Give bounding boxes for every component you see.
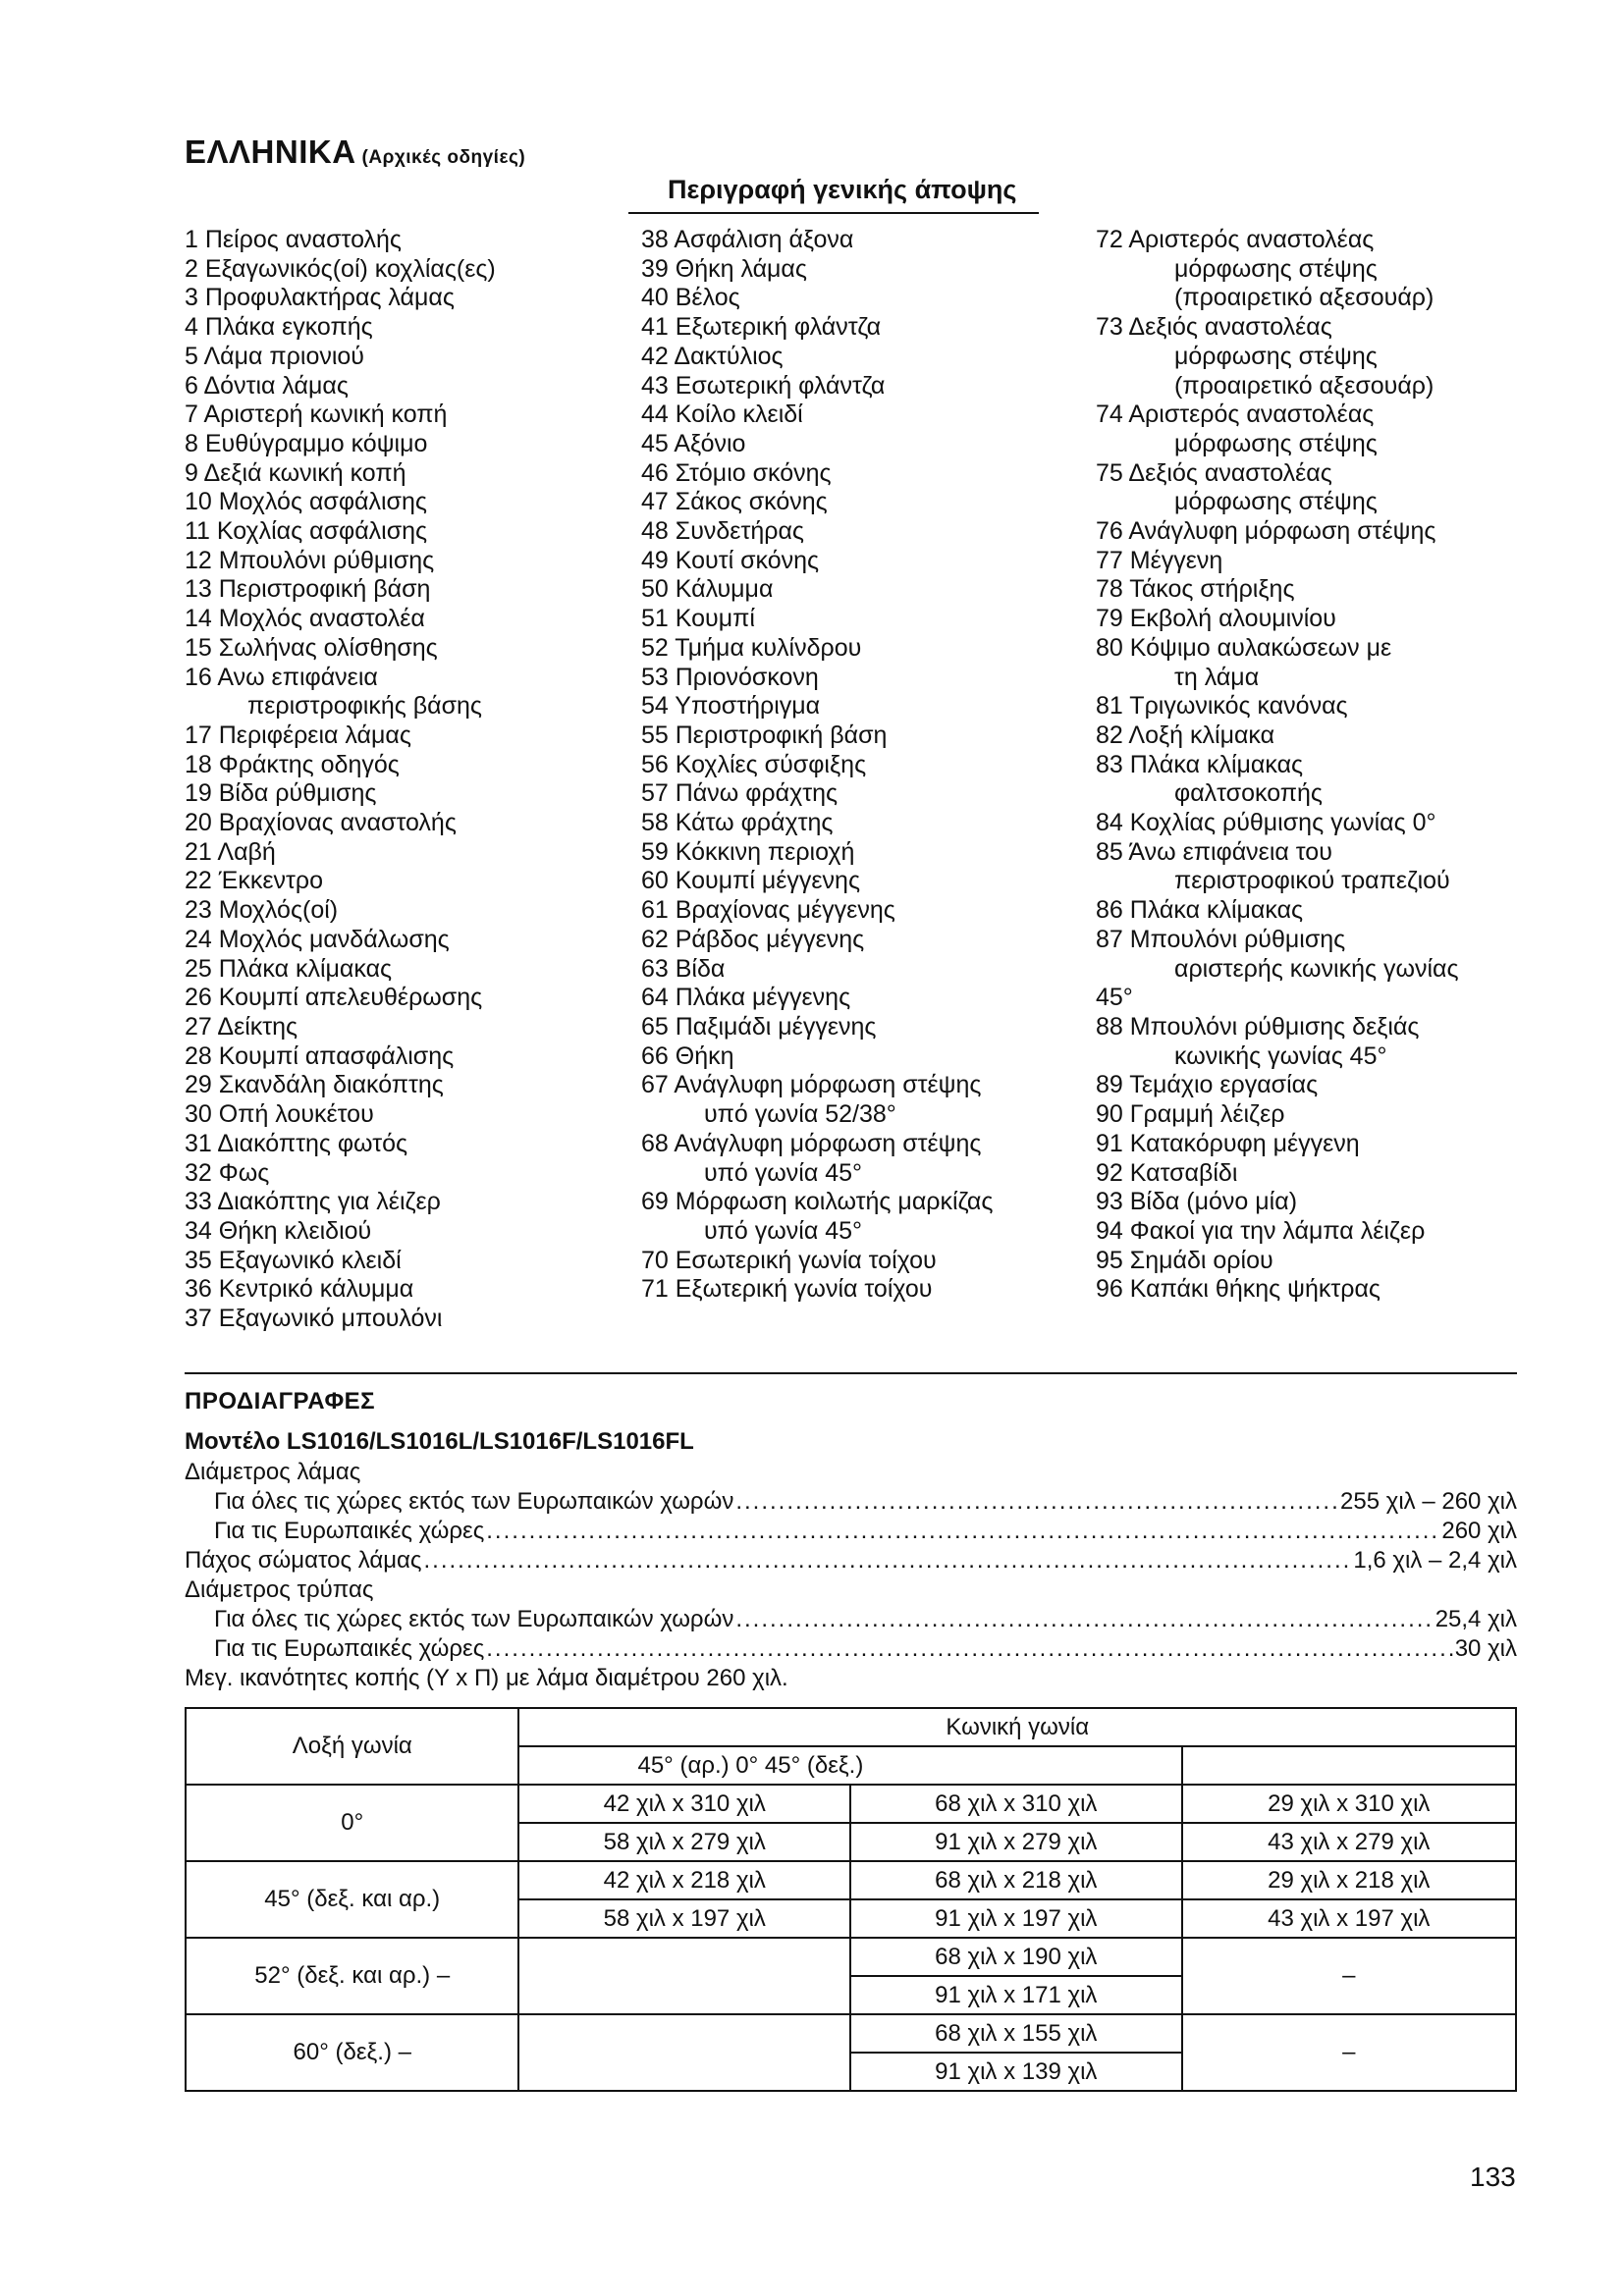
part-item: 35 Εξαγωνικό κλειδί bbox=[185, 1246, 402, 1274]
part-item: 88 Μπουλόνι ρύθμισης δεξιάς bbox=[1096, 1012, 1420, 1041]
row-label-60: 60° (δεξ.) – bbox=[186, 2014, 518, 2091]
spec-blade-eu: Για τις Ευρωπαικές χώρες ..... 260 χιλ bbox=[185, 1517, 1517, 1546]
part-item: 56 Κοχλίες σύσφιξης bbox=[641, 750, 867, 778]
part-item: 59 Κόκκινη περιοχή bbox=[641, 837, 855, 866]
table-cell: 68 χιλ x 155 χιλ bbox=[850, 2014, 1182, 2053]
part-item: 32 Φως bbox=[185, 1158, 270, 1187]
part-item: 21 Λαβή bbox=[185, 837, 276, 866]
parts-column-3 bbox=[1096, 226, 1459, 1305]
part-item: 74 Αριστερός αναστολέας bbox=[1096, 400, 1375, 429]
part-item: 14 Μοχλός αναστολέα bbox=[185, 605, 425, 633]
part-item: 66 Θήκη bbox=[641, 1041, 734, 1070]
row-label-45: 45° (δεξ. και αρ.) bbox=[186, 1861, 518, 1938]
part-item: 45° bbox=[1096, 984, 1133, 1012]
part-item: 79 Εκβολή αλουμινίου bbox=[1096, 605, 1336, 633]
table-cell-empty bbox=[518, 1938, 850, 2014]
bevel-angle-header: Λοξή γωνία bbox=[186, 1708, 518, 1785]
part-item: 3 Προφυλακτήρας λάμας bbox=[185, 284, 455, 312]
spec-capacity-label: Μεγ. ικανότητες κοπής (Υ x Π) με λάμα διαμέτρου 260 χιλ. bbox=[185, 1665, 788, 1691]
part-item-continuation: μόρφωσης στέψης bbox=[1174, 254, 1378, 283]
part-item: 8 Ευθύγραμμο κόψιμο bbox=[185, 429, 428, 457]
part-item: 57 Πάνω φράχτης bbox=[641, 779, 839, 808]
part-item: 20 Βραχίονας αναστολής bbox=[185, 809, 457, 837]
part-item-continuation: τη λάμα bbox=[1174, 663, 1260, 691]
overview-heading: Περιγραφή γενικής άποψης bbox=[668, 175, 1017, 204]
part-item-continuation: μόρφωσης στέψης bbox=[1174, 342, 1378, 370]
part-item: 55 Περιστροφική βάση bbox=[641, 721, 888, 749]
part-item-continuation: φαλτσοκοπής bbox=[1174, 779, 1323, 808]
table-cell: 42 χιλ x 310 χιλ bbox=[518, 1785, 850, 1823]
table-cell: 58 χιλ x 197 χιλ bbox=[518, 1899, 850, 1938]
part-item: 2 Εξαγωνικός(οί) κοχλίας(ες) bbox=[185, 254, 496, 283]
part-item: 76 Ανάγλυφη μόρφωση στέψης bbox=[1096, 517, 1436, 546]
spec-hole-eu: Για τις Ευρωπαικές χώρες ..... 30 χιλ bbox=[185, 1634, 1517, 1664]
part-item-continuation: υπό γωνία 45° bbox=[704, 1158, 863, 1187]
part-item: 19 Βίδα ρύθμισης bbox=[185, 779, 377, 808]
spec-blade-diameter-label: Διάμετρος λάμας bbox=[185, 1459, 361, 1485]
part-item: 72 Αριστερός αναστολέας bbox=[1096, 226, 1375, 253]
table-cell: 29 χιλ x 218 χιλ bbox=[1182, 1861, 1516, 1899]
part-item: 9 Δεξιά κωνική κοπή bbox=[185, 458, 406, 487]
spec-hole-diameter-label: Διάμετρος τρύπας bbox=[185, 1576, 374, 1603]
part-item: 45 Αξόνιο bbox=[641, 429, 746, 457]
language-subtitle: (Αρχικές οδηγίες) bbox=[361, 147, 526, 168]
part-item-continuation: μόρφωσης στέψης bbox=[1174, 488, 1378, 516]
part-item: 36 Κεντρικό κάλυμμα bbox=[185, 1275, 414, 1304]
part-item: 37 Εξαγωνικό μπουλόνι bbox=[185, 1305, 443, 1333]
part-item: 68 Ανάγλυφη μόρφωση στέψης bbox=[641, 1129, 982, 1157]
part-item: 50 Κάλυμμα bbox=[641, 575, 774, 604]
part-item: 82 Λοξή κλίμακα bbox=[1096, 721, 1275, 749]
part-item: 62 Ράβδος μέγγενης bbox=[641, 925, 865, 953]
page-number: 133 bbox=[1470, 2162, 1516, 2192]
row-label-52: 52° (δεξ. και αρ.) – bbox=[186, 1938, 518, 2014]
language-name: ΕΛΛΗΝΙΚΑ bbox=[185, 133, 356, 170]
part-item: 69 Μόρφωση κοιλωτής μαρκίζας bbox=[641, 1188, 994, 1216]
part-item: 52 Τμήμα κυλίνδρου bbox=[641, 633, 862, 662]
part-item: 1 Πείρος αναστολής bbox=[185, 226, 402, 253]
part-item: 16 Ανω επιφάνεια bbox=[185, 663, 378, 691]
part-item: 7 Αριστερή κωνική κοπή bbox=[185, 400, 448, 429]
part-item-continuation: αριστερής κωνικής γωνίας bbox=[1174, 954, 1459, 983]
table-cell: 29 χιλ x 310 χιλ bbox=[1182, 1785, 1516, 1823]
section-divider bbox=[185, 1372, 1517, 1374]
part-item: 31 Διακόπτης φωτός bbox=[185, 1129, 408, 1157]
part-item: 70 Εσωτερική γωνία τοίχου bbox=[641, 1246, 937, 1274]
part-item: 93 Βίδα (μόνο μία) bbox=[1096, 1188, 1298, 1216]
part-item: 60 Κουμπί μέγγενης bbox=[641, 867, 860, 895]
spec-list bbox=[185, 1458, 1517, 1693]
table-cell: 91 χιλ x 171 χιλ bbox=[850, 1976, 1182, 2014]
part-item: 24 Μοχλός μανδάλωσης bbox=[185, 925, 450, 953]
part-item: 81 Τριγωνικός κανόνας bbox=[1096, 692, 1348, 721]
part-item: 39 Θήκη λάμας bbox=[641, 254, 807, 283]
part-item: 91 Κατακόρυφη μέγγενη bbox=[1096, 1129, 1360, 1157]
part-item: 15 Σωλήνας ολίσθησης bbox=[185, 633, 438, 662]
part-item: 22 Έκκεντρο bbox=[185, 867, 324, 895]
language-title bbox=[185, 133, 525, 171]
part-item: 17 Περιφέρεια λάμας bbox=[185, 721, 411, 749]
part-item: 38 Ασφάλιση άξονα bbox=[641, 226, 854, 253]
part-item: 64 Πλάκα μέγγενης bbox=[641, 984, 851, 1012]
part-item: 96 Καπάκι θήκης ψήκτρας bbox=[1096, 1275, 1380, 1304]
table-cell-empty bbox=[518, 2014, 850, 2091]
table-cell-dash: – bbox=[1182, 2014, 1516, 2091]
part-item-continuation: κωνικής γωνίας 45° bbox=[1174, 1041, 1387, 1070]
part-item-continuation: περιστροφικού τραπεζιού bbox=[1174, 867, 1450, 895]
part-item: 49 Κουτί σκόνης bbox=[641, 546, 820, 574]
specifications-heading: ΠΡΟΔΙΑΓΡΑΦΕΣ bbox=[185, 1388, 376, 1415]
part-item: 43 Εσωτερική φλάντζα bbox=[641, 371, 886, 400]
part-item: 86 Πλάκα κλίμακας bbox=[1096, 896, 1304, 925]
part-item: 12 Μπουλόνι ρύθμισης bbox=[185, 546, 435, 574]
miter-angle-header: Κωνική γωνία bbox=[518, 1708, 1516, 1746]
part-item: 77 Μέγγενη bbox=[1096, 546, 1223, 574]
part-item-continuation: (προαιρετικό αξεσουάρ) bbox=[1174, 371, 1435, 400]
part-item: 44 Κοίλο κλειδί bbox=[641, 400, 803, 429]
spec-blade-non-eu: Για όλες τις χώρες εκτός των Ευρωπαικών χωρών ..... 255 χιλ – 260 χιλ bbox=[185, 1487, 1517, 1517]
part-item: 26 Κουμπί απελευθέρωσης bbox=[185, 984, 483, 1012]
part-item: 95 Σημάδι ορίου bbox=[1096, 1246, 1273, 1274]
part-item: 29 Σκανδάλη διακόπτης bbox=[185, 1071, 444, 1099]
part-item: 75 Δεξιός αναστολέας bbox=[1096, 458, 1332, 487]
part-item: 40 Βέλος bbox=[641, 284, 740, 312]
part-item: 11 Κοχλίας ασφάλισης bbox=[185, 517, 428, 546]
table-cell: 42 χιλ x 218 χιλ bbox=[518, 1861, 850, 1899]
part-item: 47 Σάκος σκόνης bbox=[641, 488, 828, 516]
table-cell: 91 χιλ x 197 χιλ bbox=[850, 1899, 1182, 1938]
part-item: 42 Δακτύλιος bbox=[641, 342, 784, 370]
part-item-continuation: περιστροφικής βάσης bbox=[247, 692, 482, 721]
part-item: 34 Θήκη κλειδιού bbox=[185, 1216, 372, 1245]
part-item: 23 Μοχλός(οί) bbox=[185, 896, 339, 925]
table-cell: 43 χιλ x 197 χιλ bbox=[1182, 1899, 1516, 1938]
part-item: 54 Υποστήριγμα bbox=[641, 692, 821, 721]
part-item: 41 Εξωτερική φλάντζα bbox=[641, 313, 882, 342]
part-item-continuation: (προαιρετικό αξεσουάρ) bbox=[1174, 284, 1435, 312]
cutting-capacity-table bbox=[185, 1707, 1517, 2092]
part-item: 83 Πλάκα κλίμακας bbox=[1096, 750, 1304, 778]
table-cell: 68 χιλ x 310 χιλ bbox=[850, 1785, 1182, 1823]
part-item-continuation: υπό γωνία 45° bbox=[704, 1216, 863, 1245]
part-item: 67 Ανάγλυφη μόρφωση στέψης bbox=[641, 1071, 982, 1099]
part-item: 51 Κουμπί bbox=[641, 605, 755, 633]
table-cell: 91 χιλ x 279 χιλ bbox=[850, 1823, 1182, 1861]
parts-column-1 bbox=[185, 226, 496, 1334]
table-cell: 58 χιλ x 279 χιλ bbox=[518, 1823, 850, 1861]
parts-column-2 bbox=[641, 226, 993, 1305]
part-item: 18 Φράκτης οδηγός bbox=[185, 750, 400, 778]
spec-body-thickness: Πάχος σώματος λάμας ..... 1,6 χιλ – 2,4 χιλ bbox=[185, 1546, 1517, 1575]
part-item: 94 Φακοί για την λάμπα λέιζερ bbox=[1096, 1216, 1426, 1245]
model-line: Μοντέλο LS1016/LS1016L/LS1016F/LS1016FL bbox=[185, 1428, 694, 1455]
part-item: 28 Κουμπί απασφάλισης bbox=[185, 1041, 455, 1070]
part-item: 89 Τεμάχιο εργασίας bbox=[1096, 1071, 1319, 1099]
part-item: 80 Κόψιμο αυλακώσεων με bbox=[1096, 633, 1392, 662]
table-cell: 68 χιλ x 190 χιλ bbox=[850, 1938, 1182, 1976]
part-item: 78 Τάκος στήριξης bbox=[1096, 575, 1295, 604]
table-cell: 91 χιλ x 139 χιλ bbox=[850, 2053, 1182, 2091]
part-item: 90 Γραμμή λέιζερ bbox=[1096, 1100, 1285, 1129]
part-item: 5 Λάμα πριονιού bbox=[185, 342, 364, 370]
part-item: 53 Πριονόσκονη bbox=[641, 663, 819, 691]
part-item: 6 Δόντια λάμας bbox=[185, 371, 349, 400]
spec-hole-non-eu: Για όλες τις χώρες εκτός των Ευρωπαικών χωρών ..... 25,4 χιλ bbox=[185, 1605, 1517, 1634]
part-item: 73 Δεξιός αναστολέας bbox=[1096, 313, 1332, 342]
part-item: 58 Κάτω φράχτης bbox=[641, 809, 834, 837]
part-item: 13 Περιστροφική βάση bbox=[185, 575, 431, 604]
part-item: 25 Πλάκα κλίμακας bbox=[185, 954, 393, 983]
miter-sub-header: 45° (αρ.) 0° 45° (δεξ.) bbox=[518, 1746, 1181, 1785]
heading-underline bbox=[628, 212, 1039, 214]
table-cell: 43 χιλ x 279 χιλ bbox=[1182, 1823, 1516, 1861]
part-item: 87 Μπουλόνι ρύθμισης bbox=[1096, 925, 1346, 953]
part-item: 65 Παξιμάδι μέγγενης bbox=[641, 1012, 877, 1041]
miter-sub-header-empty bbox=[1182, 1746, 1516, 1785]
part-item: 84 Κοχλίας ρύθμισης γωνίας 0° bbox=[1096, 809, 1436, 837]
part-item: 61 Βραχίονας μέγγενης bbox=[641, 896, 895, 925]
row-label-0: 0° bbox=[186, 1785, 518, 1861]
part-item-continuation: υπό γωνία 52/38° bbox=[704, 1100, 896, 1129]
part-item: 71 Εξωτερική γωνία τοίχου bbox=[641, 1275, 933, 1304]
part-item: 27 Δείκτης bbox=[185, 1012, 298, 1041]
part-item: 48 Συνδετήρας bbox=[641, 517, 804, 546]
table-cell-dash: – bbox=[1182, 1938, 1516, 2014]
part-item: 33 Διακόπτης για λέιζερ bbox=[185, 1188, 441, 1216]
part-item: 85 Άνω επιφάνεια του bbox=[1096, 837, 1332, 866]
part-item: 4 Πλάκα εγκοπής bbox=[185, 313, 373, 342]
part-item: 92 Κατσαβίδι bbox=[1096, 1158, 1238, 1187]
table-cell: 68 χιλ x 218 χιλ bbox=[850, 1861, 1182, 1899]
part-item: 30 Οπή λουκέτου bbox=[185, 1100, 374, 1129]
part-item-continuation: μόρφωσης στέψης bbox=[1174, 429, 1378, 457]
part-item: 63 Βίδα bbox=[641, 954, 726, 983]
part-item: 10 Μοχλός ασφάλισης bbox=[185, 488, 427, 516]
part-item: 46 Στόμιο σκόνης bbox=[641, 458, 832, 487]
